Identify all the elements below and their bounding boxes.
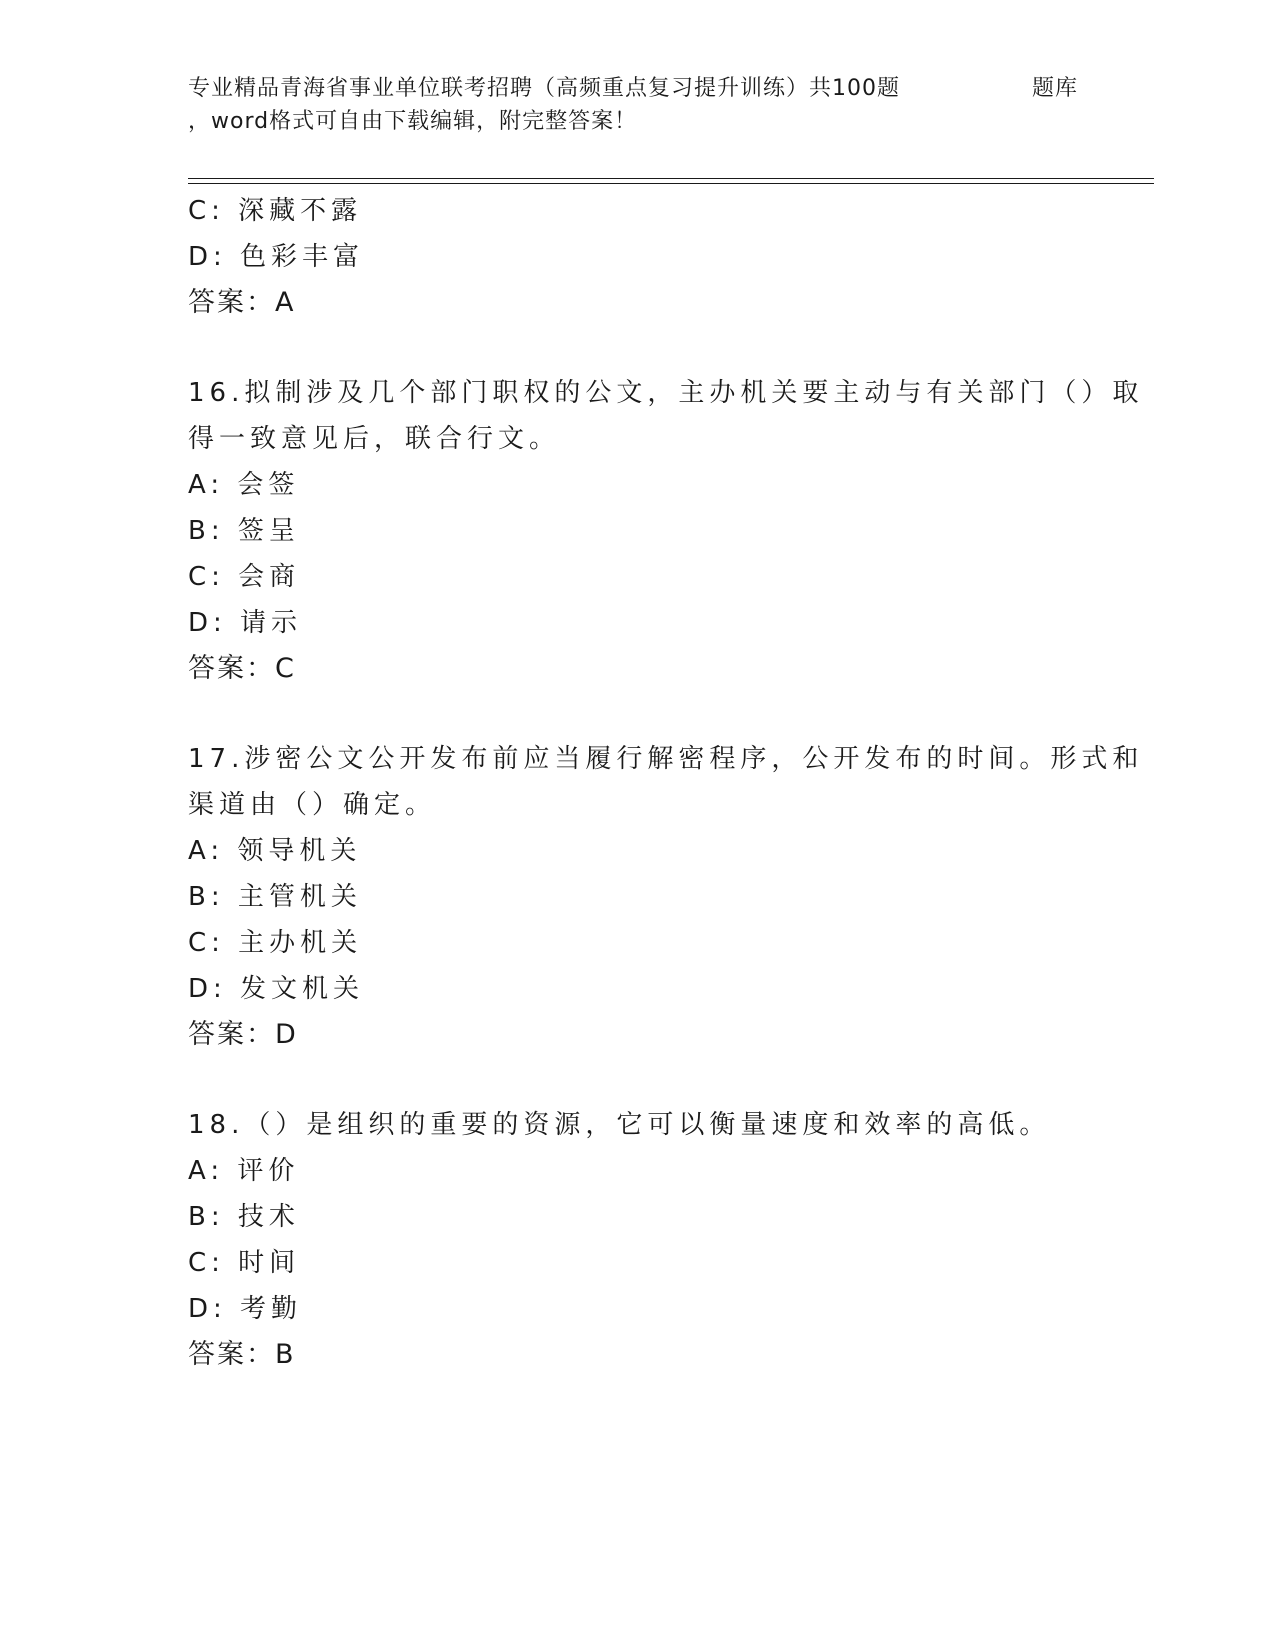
option-d: D: 色彩丰富 [188,242,365,272]
spacer [188,692,1088,736]
option-b: B: 签呈 [188,516,300,546]
header-tag: 题库 [1032,76,1079,101]
option-b: B: 主管机关 [188,882,362,912]
option-d: D: 请示 [188,608,303,638]
header-divider-top [188,178,1154,179]
option-a: A: 会签 [188,470,300,500]
answer-line: 答案：C [188,653,296,684]
question-text-line: 16.拟制涉及几个部门职权的公文，主办机关要主动与有关部门（）取 [188,378,1144,408]
option-d: D: 考勤 [188,1294,303,1324]
page-header [188,72,1088,138]
answer-line: 答案：A [188,287,296,318]
question-15-continued [188,188,1088,326]
option-c: C: 主办机关 [188,928,363,958]
option-c: C: 时间 [188,1248,301,1278]
option-a: A: 评价 [188,1156,300,1186]
question-text-line: 渠道由（）确定。 [188,790,437,820]
spacer [188,326,1088,370]
document-body [188,188,1144,1378]
answer-line: 答案：B [188,1339,296,1370]
question-18 [188,1102,1088,1378]
question-17 [188,736,1144,1058]
question-text-line: 得一致意见后，联合行文。 [188,424,561,454]
question-16 [188,370,1144,692]
option-d: D: 发文机关 [188,974,365,1004]
option-c: C: 会商 [188,562,301,592]
header-title-line1: 专业精品青海省事业单位联考招聘（高频重点复习提升训练）共100题 [188,76,900,101]
question-text-line: 17.涉密公文公开发布前应当履行解密程序，公开发布的时间。形式和 [188,744,1144,774]
question-text-line: 18.（）是组织的重要的资源，它可以衡量速度和效率的高低。 [188,1110,1051,1140]
option-b: B: 技术 [188,1202,300,1232]
header-title-line2: ，word格式可自由下载编辑，附完整答案！ [188,109,638,134]
header-divider-bottom [188,183,1154,184]
spacer [188,1058,1088,1102]
option-a: A: 领导机关 [188,836,362,866]
option-c: C: 深藏不露 [188,196,363,226]
answer-line: 答案：D [188,1019,298,1050]
